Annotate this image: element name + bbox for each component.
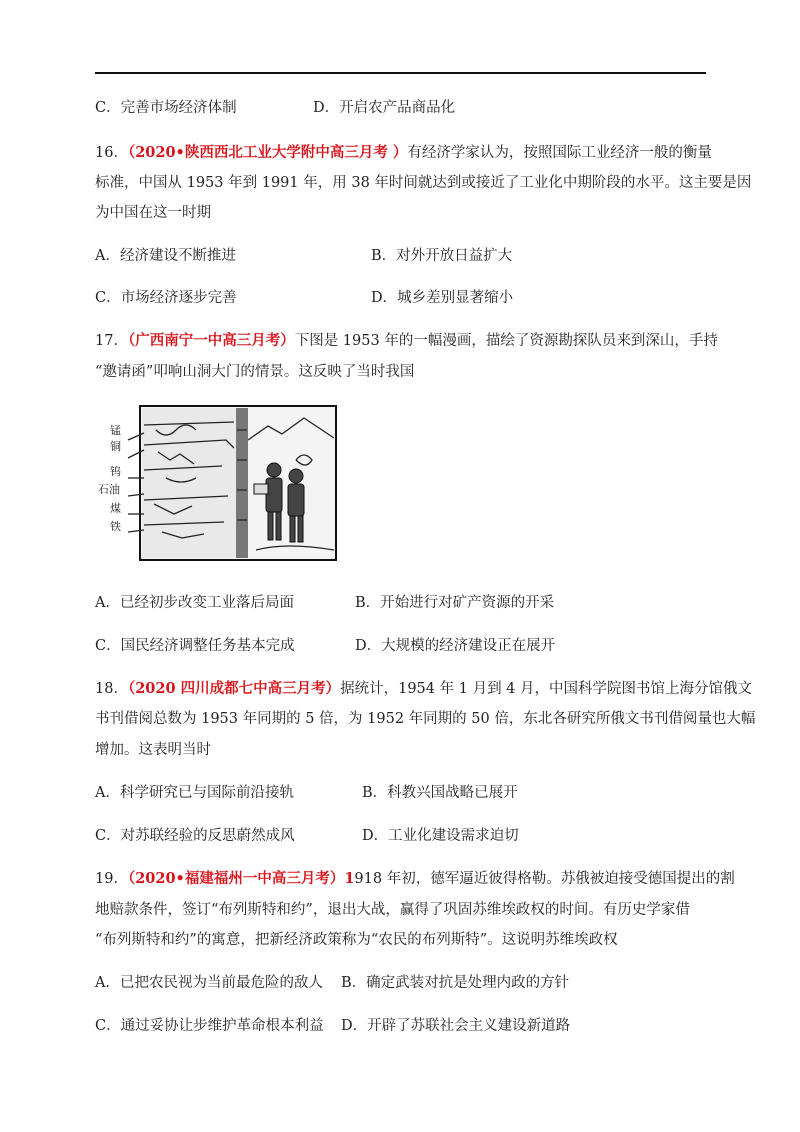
q16-options-ab: [95, 246, 513, 266]
q19-stem-line1: [95, 869, 735, 889]
q17-options-cd: [95, 636, 556, 656]
q15-option-c: C．完善市场经济体制: [95, 100, 237, 116]
q16-option-c: C．市场经济逐步完善: [95, 290, 237, 306]
q18-option-b: B．科教兴国战略已展开: [362, 785, 518, 801]
q18-options-ab: [95, 783, 518, 803]
q16-text1: 有经济学家认为，按照国际工业经济一般的衡量: [407, 145, 712, 161]
q19-stem-line3: “布列斯特和约”的寓意，把新经济政策称为“农民的布列斯特”。这说明苏维埃政权: [95, 932, 618, 948]
q19-red-digit: 1: [344, 870, 355, 887]
q15-options: [95, 98, 456, 118]
q16-stem-line1: [95, 143, 712, 163]
header-rule: [95, 72, 706, 74]
q19-option-d: D．开辟了苏联社会主义建设新道路: [341, 1018, 571, 1034]
q19-option-a: A．已把农民视为当前最危险的敌人: [95, 975, 323, 991]
q16-stem-line2: 标准，中国从 1953 年到 1991 年，用 38 年时间就达到或接近了工业化中期阶段的水平。这主要是因: [95, 175, 752, 191]
q17-number: 17．: [95, 333, 128, 349]
q18-number: 18．: [95, 681, 128, 697]
q17-source: （广西南宁一中高三月考）: [127, 332, 295, 349]
figure-label-iron: 铁: [110, 520, 121, 533]
q19-stem-line2: 地赔款条件，签订“布列斯特和约”，退出大战，赢得了巩固苏维埃政权的时间。有历史学家借: [95, 902, 690, 918]
q17-options-ab: [95, 593, 555, 613]
q17-option-a: A．已经初步改变工业落后局面: [95, 595, 294, 611]
q18-option-c: C．对苏联经验的反思蔚然成风: [95, 828, 295, 844]
cartoon-illustration: [96, 400, 341, 566]
q19-number: 19．: [95, 871, 128, 887]
q17-text1: 下图是 1953 年的一幅漫画，描绘了资源勘探队员来到深山，手持: [294, 333, 718, 349]
q18-options-cd: [95, 826, 519, 846]
q16-number: 16．: [95, 145, 128, 161]
figure-label-cu: 铜: [110, 440, 121, 453]
figure-label-mn: 锰: [110, 424, 121, 437]
q17-stem-line2: “邀请函”叩响山洞大门的情景。这反映了当时我国: [95, 364, 415, 380]
q18-option-d: D．工业化建设需求迫切: [362, 828, 519, 844]
q17-option-b: B．开始进行对矿产资源的开采: [355, 595, 555, 611]
q15-option-d: D．开启农产品商品化: [313, 100, 456, 116]
q16-stem-line3: 为中国在这一时期: [95, 205, 211, 221]
q18-stem-line1: [95, 679, 752, 699]
q17-option-d: D．大规模的经济建设正在展开: [355, 638, 556, 654]
q17-stem-line1: [95, 331, 718, 351]
q16-options-cd: [95, 288, 514, 308]
q16-source: （2020•陕西西北工业大学附中高三月考 ）: [127, 144, 408, 161]
q19-options-cd: [95, 1016, 571, 1036]
q18-text1: 据统计，1954 年 1 月到 4 月，中国科学院图书馆上海分馆俄文: [340, 681, 753, 697]
q16-option-a: A．经济建设不断推进: [95, 248, 236, 264]
q18-option-a: A．科学研究已与国际前沿接轨: [95, 785, 294, 801]
figure-label-coal: 煤: [110, 502, 121, 515]
figure-label-w: 钨: [110, 465, 121, 478]
q18-source: （2020 四川成都七中高三月考）: [127, 680, 341, 697]
q19-source: （2020•福建福州一中高三月考）: [127, 870, 345, 887]
q18-stem-line2: 书刊借阅总数为 1953 年同期的 5 倍，为 1952 年同期的 50 倍，东北各研究所俄文书刊借阅量也大幅: [95, 711, 756, 727]
q18-stem-line3: 增加。这表明当时: [95, 742, 211, 758]
q19-option-c: C．通过妥协让步维护革命根本利益: [95, 1018, 324, 1034]
q19-text1: 918 年初，德军逼近彼得格勒。苏俄被迫接受德国提出的割: [354, 871, 735, 887]
q16-option-b: B．对外开放日益扩大: [371, 248, 513, 264]
q19-option-b: B．确定武装对抗是处理内政的方针: [341, 975, 570, 991]
q17-option-c: C．国民经济调整任务基本完成: [95, 638, 295, 654]
cartoon-figure: [96, 400, 341, 566]
q19-options-ab: [95, 973, 570, 993]
figure-label-oil: 石油: [98, 483, 120, 496]
q16-option-d: D．城乡差别显著缩小: [371, 290, 514, 306]
